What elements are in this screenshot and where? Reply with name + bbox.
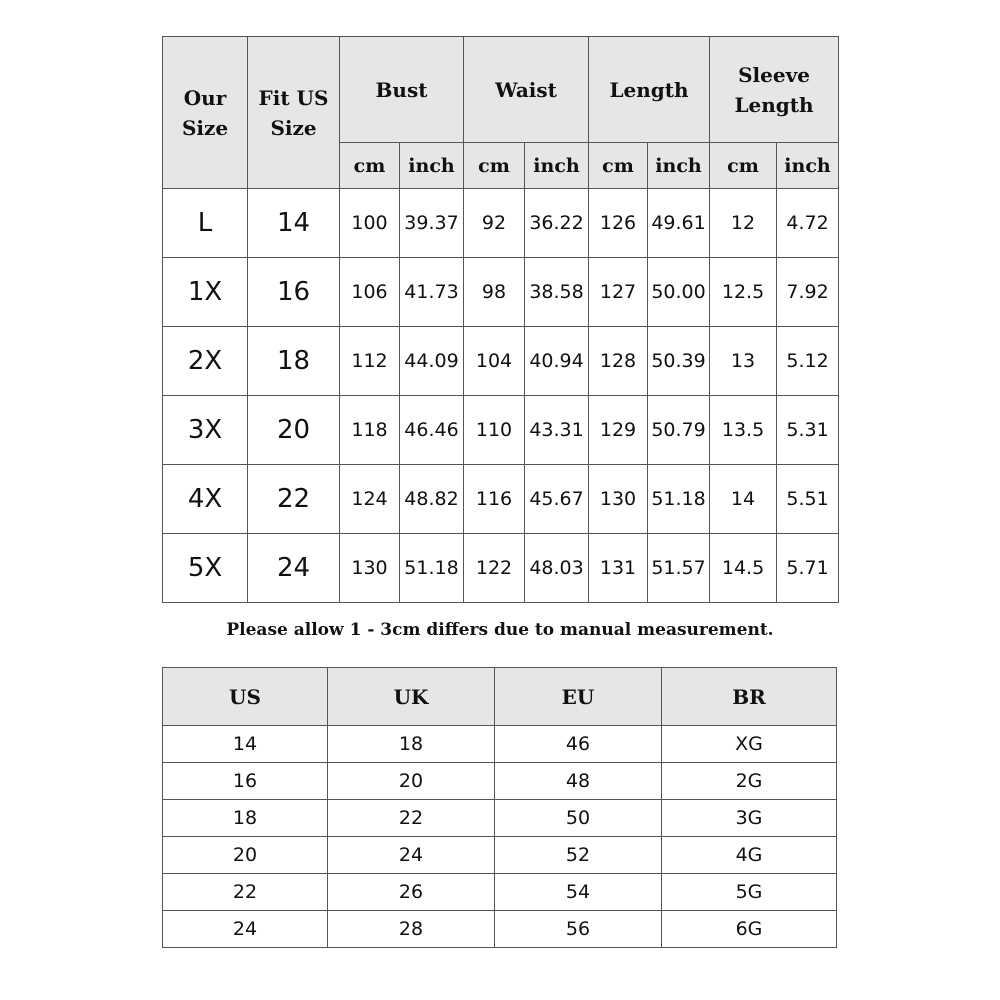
uk-cell: 28	[328, 911, 495, 948]
measurement-cell: 12.5	[710, 258, 777, 327]
us-cell: 18	[163, 800, 328, 837]
header-our-size-line1: Our	[183, 85, 227, 110]
us-cell: 20	[163, 837, 328, 874]
measurement-cell: 39.37	[400, 189, 464, 258]
measurement-cell: 106	[340, 258, 400, 327]
measurement-cell: 112	[340, 327, 400, 396]
measurement-cell: 118	[340, 396, 400, 465]
measurement-cell: 104	[464, 327, 525, 396]
our-size-cell: L	[163, 189, 248, 258]
header-waist: Waist	[464, 37, 589, 143]
measurement-cell: 126	[589, 189, 648, 258]
header-us: US	[163, 668, 328, 726]
header-fit-us-size-line1: Fit US	[258, 85, 329, 110]
table-row	[163, 465, 839, 534]
size-chart-body	[163, 189, 839, 603]
subheader-length-inch: inch	[648, 143, 710, 189]
table-row	[163, 763, 837, 800]
header-sleeve-length-line2: Length	[734, 92, 814, 117]
uk-cell: 20	[328, 763, 495, 800]
measurement-cell: 45.67	[525, 465, 589, 534]
measurement-cell: 129	[589, 396, 648, 465]
uk-cell: 24	[328, 837, 495, 874]
header-our-size	[163, 37, 248, 189]
measurement-note: Please allow 1 - 3cm differs due to manual measurement.	[226, 620, 774, 640]
measurement-cell: 124	[340, 465, 400, 534]
br-cell: 4G	[662, 837, 837, 874]
measurement-cell: 41.73	[400, 258, 464, 327]
header-bust: Bust	[340, 37, 464, 143]
eu-cell: 48	[495, 763, 662, 800]
measurement-cell: 38.58	[525, 258, 589, 327]
eu-cell: 50	[495, 800, 662, 837]
us-size-cell: 22	[248, 465, 340, 534]
measurement-cell: 12	[710, 189, 777, 258]
eu-cell: 52	[495, 837, 662, 874]
measurement-cell: 43.31	[525, 396, 589, 465]
br-cell: XG	[662, 726, 837, 763]
measurement-cell: 14	[710, 465, 777, 534]
our-size-cell: 3X	[163, 396, 248, 465]
measurement-cell: 50.00	[648, 258, 710, 327]
measurement-cell: 5.31	[777, 396, 839, 465]
us-cell: 22	[163, 874, 328, 911]
measurement-cell: 5.71	[777, 534, 839, 603]
measurement-cell: 98	[464, 258, 525, 327]
our-size-cell: 1X	[163, 258, 248, 327]
header-sleeve-length-line1: Sleeve	[738, 62, 810, 87]
br-cell: 5G	[662, 874, 837, 911]
measurement-cell: 122	[464, 534, 525, 603]
table-row	[163, 189, 839, 258]
table-row	[163, 258, 839, 327]
measurement-cell: 130	[589, 465, 648, 534]
measurement-cell: 4.72	[777, 189, 839, 258]
measurement-cell: 5.51	[777, 465, 839, 534]
size-chart-table	[162, 36, 839, 603]
us-size-cell: 18	[248, 327, 340, 396]
header-sleeve-length	[710, 37, 839, 143]
measurement-cell: 50.79	[648, 396, 710, 465]
us-size-cell: 14	[248, 189, 340, 258]
measurement-cell: 131	[589, 534, 648, 603]
measurement-cell: 51.57	[648, 534, 710, 603]
measurement-cell: 51.18	[400, 534, 464, 603]
our-size-cell: 5X	[163, 534, 248, 603]
our-size-cell: 2X	[163, 327, 248, 396]
header-eu: EU	[495, 668, 662, 726]
measurement-cell: 48.03	[525, 534, 589, 603]
measurement-cell: 5.12	[777, 327, 839, 396]
measurement-cell: 92	[464, 189, 525, 258]
measurement-cell: 36.22	[525, 189, 589, 258]
uk-cell: 26	[328, 874, 495, 911]
uk-cell: 22	[328, 800, 495, 837]
uk-cell: 18	[328, 726, 495, 763]
us-cell: 24	[163, 911, 328, 948]
br-cell: 3G	[662, 800, 837, 837]
conversion-chart-body	[163, 726, 837, 948]
eu-cell: 46	[495, 726, 662, 763]
header-uk: UK	[328, 668, 495, 726]
br-cell: 2G	[662, 763, 837, 800]
measurement-cell: 40.94	[525, 327, 589, 396]
br-cell: 6G	[662, 911, 837, 948]
measurement-cell: 49.61	[648, 189, 710, 258]
subheader-sleeve-inch: inch	[777, 143, 839, 189]
measurement-cell: 50.39	[648, 327, 710, 396]
eu-cell: 54	[495, 874, 662, 911]
header-fit-us-size-line2: Size	[270, 115, 317, 140]
measurement-cell: 46.46	[400, 396, 464, 465]
header-fit-us-size	[248, 37, 340, 189]
us-cell: 16	[163, 763, 328, 800]
us-size-cell: 16	[248, 258, 340, 327]
us-size-cell: 20	[248, 396, 340, 465]
table-row	[163, 726, 837, 763]
measurement-cell: 51.18	[648, 465, 710, 534]
table-row	[163, 874, 837, 911]
size-conversion-table	[162, 667, 837, 948]
header-our-size-line2: Size	[181, 115, 229, 140]
subheader-bust-inch: inch	[400, 143, 464, 189]
measurement-cell: 44.09	[400, 327, 464, 396]
measurement-cell: 116	[464, 465, 525, 534]
measurement-cell: 127	[589, 258, 648, 327]
measurement-cell: 110	[464, 396, 525, 465]
subheader-bust-cm: cm	[340, 143, 400, 189]
table-row	[163, 534, 839, 603]
us-cell: 14	[163, 726, 328, 763]
eu-cell: 56	[495, 911, 662, 948]
subheader-sleeve-cm: cm	[710, 143, 777, 189]
our-size-cell: 4X	[163, 465, 248, 534]
table-row	[163, 911, 837, 948]
us-size-cell: 24	[248, 534, 340, 603]
subheader-waist-inch: inch	[525, 143, 589, 189]
measurement-cell: 13.5	[710, 396, 777, 465]
measurement-cell: 48.82	[400, 465, 464, 534]
table-row	[163, 837, 837, 874]
measurement-cell: 128	[589, 327, 648, 396]
measurement-cell: 130	[340, 534, 400, 603]
subheader-length-cm: cm	[589, 143, 648, 189]
header-br: BR	[662, 668, 837, 726]
measurement-cell: 7.92	[777, 258, 839, 327]
subheader-waist-cm: cm	[464, 143, 525, 189]
header-length: Length	[589, 37, 710, 143]
table-row	[163, 327, 839, 396]
measurement-cell: 100	[340, 189, 400, 258]
table-row	[163, 396, 839, 465]
measurement-cell: 14.5	[710, 534, 777, 603]
table-row	[163, 800, 837, 837]
measurement-cell: 13	[710, 327, 777, 396]
